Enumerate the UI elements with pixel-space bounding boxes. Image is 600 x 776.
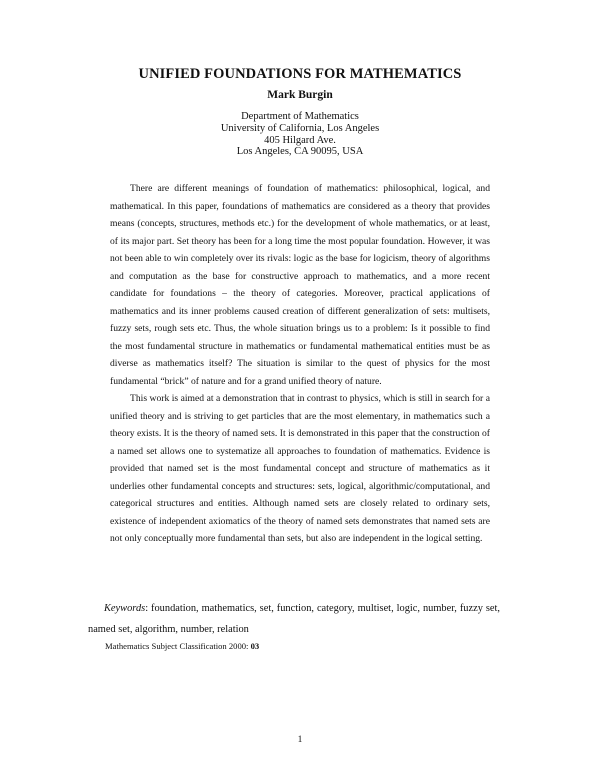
msc-label: Mathematics Subject Classification 2000: [105,641,251,651]
keywords [88,598,500,640]
page-number: 1 [297,735,303,745]
affiliation-line: Department of Mathematics [241,111,359,122]
abstract-paragraph: This work is aimed at a demonstration that in contrast to physics, which is still in search for a unified theory and is striving to get particles that are the most elementary, in mathematics such a theory exists. It is the theory of named sets. It is demonstrated in this paper that the construction of a named set allows one to systematize all approaches to foundation of mathematics. Evidence is provided that named set is the most fundamental concept and structure of mathematics as it underlies other fundamental concepts and structures: sets, logical, algorithmic/computational, and categorical structures and entities. Although named sets are closely related to ordinary sets, existence of independent axiomatics of the theory of named sets demonstrates that named sets are not only conceptually more fundamental than sets, but also are independent in the logical setting. [110,393,490,544]
abstract-paragraph: There are different meanings of foundation of mathematics: philosophical, logical, and mathematical. In this paper, foundations of mathematics are considered as a theory that provides means (concepts, structures, methods etc.) for the development of whole mathematics, or at least, of its major part. Set theory has been for a long time the most popular foundation. However, it was not been able to win completely over its rivals: logic as the base for logicism, theory of algorithms and computation as the base for constructive approach to mathematics, and a more recent candidate for foundations – the theory of categories. Moreover, practical applications of mathematics and its inner problems caused creation of different generalization of sets: multisets, fuzzy sets, rough sets etc. Thus, the whole situation brings us to a problem: Is it possible to find the most fundamental structure in mathematics or fundamental mathematical entities must be as diverse as mathematics itself? The situation is similar to the quest of physics for the most fundamental “brick” of nature and for a grand unified theory of nature. [110,183,490,387]
affiliation-line: University of California, Los Angeles [220,122,380,134]
msc-code: 03 [250,641,260,651]
keywords-label: Keywords [104,603,146,614]
author-affiliation [0,111,600,158]
affiliation-line: 405 Hilgard Ave. [264,134,336,146]
paper-title: UNIFIED FOUNDATIONS FOR MATHEMATICS [138,66,462,82]
keywords-list: : foundation, mathematics, set, function, category, multiset, logic, number, fuzzy set, named set, algorithm, number, relation [88,603,500,635]
subject-classification [105,641,259,651]
author-name: Mark Burgin [267,89,333,101]
affiliation-line: Los Angeles, CA 90095, USA [236,146,364,158]
abstract [110,180,490,548]
